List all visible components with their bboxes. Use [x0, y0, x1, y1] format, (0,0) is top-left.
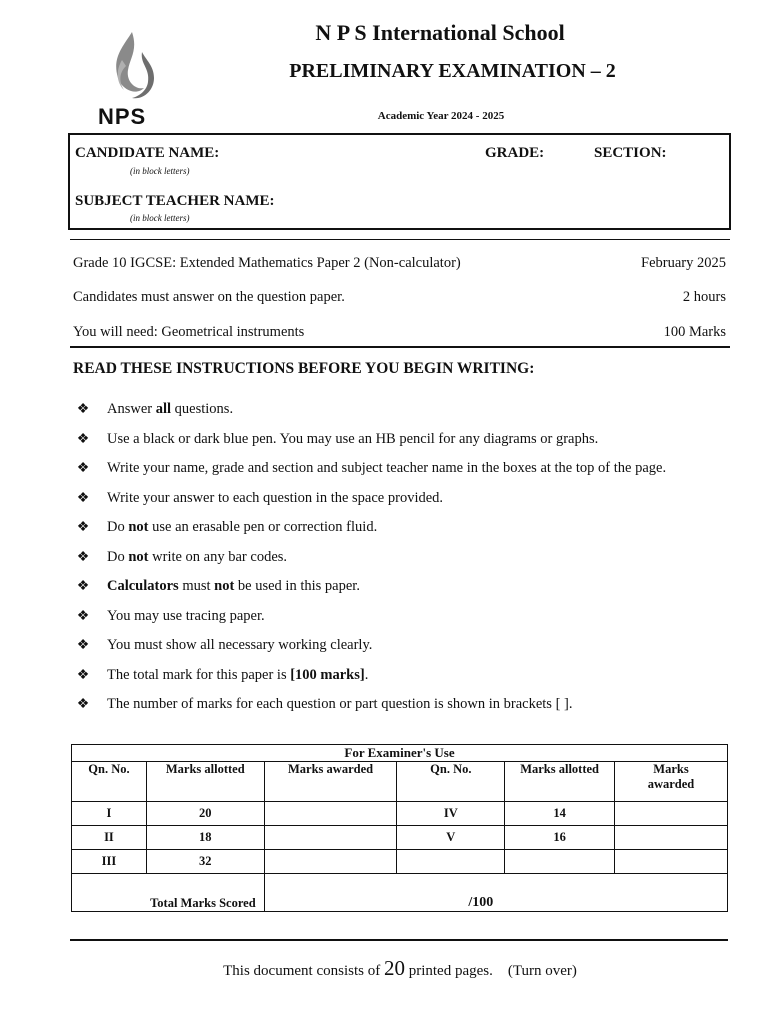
marks-awarded-cell[interactable]	[264, 826, 397, 850]
paper-date: February 2025	[641, 255, 726, 271]
marks-awarded-cell[interactable]	[615, 802, 728, 826]
column-header: Qn. No.	[397, 762, 505, 802]
total-row	[72, 874, 728, 912]
instruction-item: ❖ Do not use an erasable pen or correction fluid.	[73, 513, 733, 543]
marks-awarded-cell[interactable]	[615, 826, 728, 850]
bullet-icon: ❖	[76, 608, 90, 624]
grade-label: GRADE:	[485, 145, 545, 161]
instructions-list	[73, 395, 733, 720]
instruction-item: ❖ The number of marks for each question or part question is shown in brackets [ ].	[73, 690, 733, 720]
instruction-item: ❖ You must show all necessary working clearly.	[73, 631, 733, 661]
bullet-icon: ❖	[76, 402, 90, 417]
paper-duration: 2 hours	[682, 289, 726, 305]
teacher-name-note: (in block letters)	[130, 213, 190, 223]
academic-year: Academic Year 2024 - 2025	[377, 110, 505, 122]
paper-need: You will need: Geometrical instruments	[73, 324, 305, 340]
paper-marks: 100 Marks	[663, 324, 726, 340]
page-footer: This document consists of 20 printed pages. (Turn over)	[223, 956, 577, 980]
examiner-table-title: For Examiner's Use	[72, 745, 728, 762]
bullet-icon: ❖	[76, 667, 90, 683]
bullet-icon: ❖	[76, 431, 90, 447]
column-header: Marks allotted	[146, 762, 264, 802]
instruction-item: ❖ Calculators must not be used in this paper.	[73, 572, 733, 602]
page-count: 20	[383, 956, 405, 980]
instruction-item: ❖ Write your answer to each question in the space provided.	[73, 484, 733, 514]
bullet-icon: ❖	[76, 520, 90, 535]
table-row: II 18 V 16	[72, 826, 728, 850]
candidate-name-label: CANDIDATE NAME:	[75, 145, 220, 161]
instruction-item: ❖ Do not write on any bar codes.	[73, 543, 733, 573]
column-header: Marks awarded	[615, 762, 728, 802]
column-header: Marks awarded	[264, 762, 397, 802]
column-header: Marks allotted	[505, 762, 615, 802]
examiner-table	[71, 744, 728, 912]
marks-awarded-cell[interactable]	[264, 850, 397, 874]
instruction-item: ❖ Write your name, grade and section and subject teacher name in the boxes at the top of the page.	[73, 454, 733, 484]
section-label: SECTION:	[594, 145, 667, 161]
logo-text: NPS	[98, 104, 147, 129]
school-name: N P S International School	[315, 20, 565, 45]
marks-awarded-cell[interactable]	[264, 802, 397, 826]
bullet-icon: ❖	[76, 579, 90, 594]
paper-subject: Grade 10 IGCSE: Extended Mathematics Paper 2 (Non-calculator)	[73, 255, 461, 271]
total-value[interactable]: /100	[264, 874, 727, 912]
instruction-item: ❖ Answer all questions.	[73, 395, 733, 425]
column-header: Qn. No.	[72, 762, 147, 802]
bullet-icon: ❖	[76, 490, 90, 506]
answer-note: Candidates must answer on the question paper.	[73, 289, 345, 305]
instruction-item: ❖ The total mark for this paper is [100 marks].	[73, 661, 733, 691]
teacher-name-label: SUBJECT TEACHER NAME:	[75, 193, 275, 209]
table-row: III 32	[72, 850, 728, 874]
instruction-item: ❖ Use a black or dark blue pen. You may use an HB pencil for any diagrams or graphs.	[73, 425, 733, 455]
bullet-icon: ❖	[76, 549, 90, 565]
bullet-icon: ❖	[76, 697, 90, 712]
candidate-details-box	[68, 133, 731, 230]
marks-awarded-cell[interactable]	[615, 850, 728, 874]
candidate-name-note: (in block letters)	[130, 166, 190, 176]
divider	[70, 239, 730, 240]
divider	[70, 939, 728, 941]
bullet-icon: ❖	[76, 638, 90, 653]
divider	[70, 346, 730, 348]
table-row: I 20 IV 14	[72, 802, 728, 826]
turn-over-note: (Turn over)	[507, 963, 577, 979]
exam-title: PRELIMINARY EXAMINATION – 2	[289, 60, 616, 82]
total-label: Total Marks Scored	[72, 874, 265, 912]
instructions-heading: READ THESE INSTRUCTIONS BEFORE YOU BEGIN WRITING:	[73, 360, 535, 377]
instruction-item: ❖ You may use tracing paper.	[73, 602, 733, 632]
bullet-icon: ❖	[76, 461, 90, 476]
